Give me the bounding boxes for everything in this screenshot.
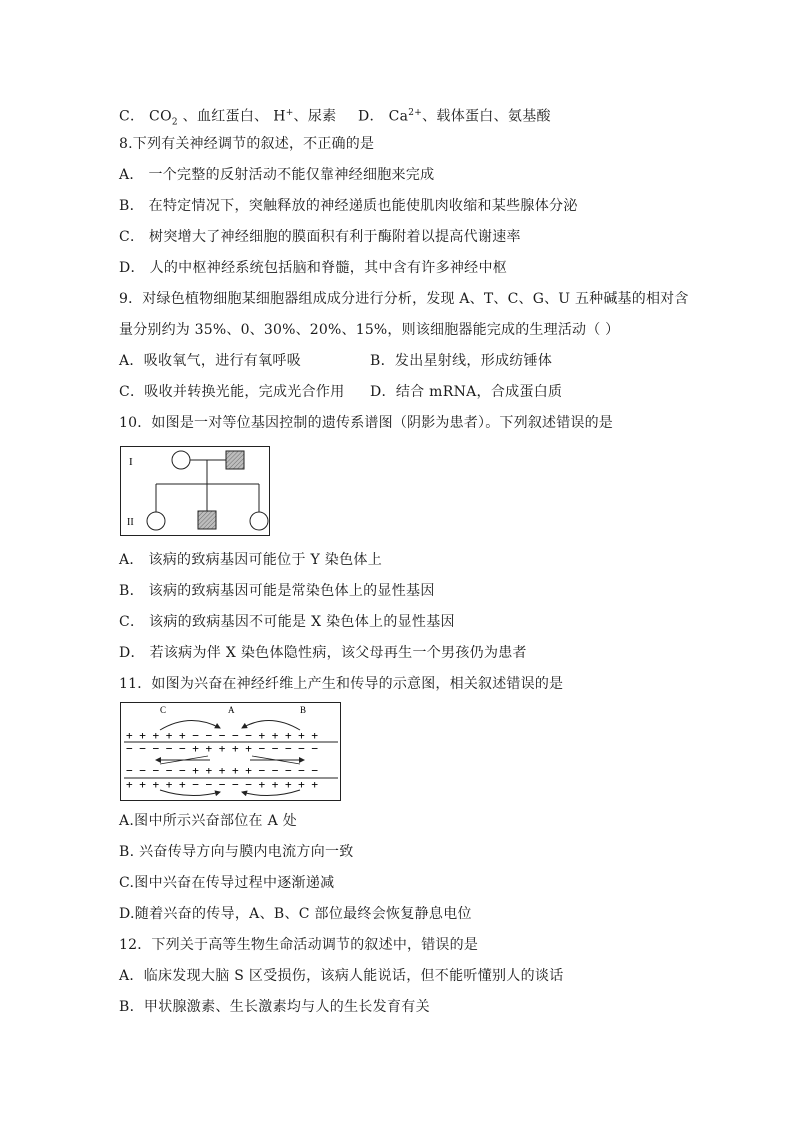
- q8-option-b: B． 在特定情况下，突触释放的神经递质也能使肌肉收缩和某些腺体分泌: [119, 198, 578, 214]
- q11-option-a: A.图中所示兴奋部位在 A 处: [119, 813, 298, 829]
- q12-option-a: A．临床发现大脑 S 区受损伤，该病人能说话，但不能听懂别人的谈话: [119, 968, 564, 984]
- q11-stem: 11．如图为兴奋在神经纤维上产生和传导的示意图，相关叙述错误的是: [119, 676, 564, 692]
- q11-option-d: D.随着兴奋的传导，A、B、C 部位最终会恢复静息电位: [119, 906, 472, 922]
- gen1-father-affected-square: [226, 451, 244, 469]
- q9-option-d: D．结合 mRNA，合成蛋白质: [370, 384, 563, 400]
- membrane-row-2: − − − − − + + + + + − − − − −: [126, 742, 319, 755]
- generation-i-label: I: [129, 456, 133, 468]
- q9-option-b: B．发出星射线，形成纺锤体: [370, 353, 553, 369]
- q11-option-b: B. 兴奋传导方向与膜内电流方向一致: [119, 844, 354, 860]
- membrane-row-1: + + + + + − − − − − + + + + +: [126, 729, 319, 742]
- q7d-end: 、载体蛋白、氨基酸: [422, 108, 551, 125]
- membrane-row-4: + + + + + − − − − − + + + + +: [126, 778, 319, 791]
- q7c-rest: 、血红蛋白、 H: [177, 108, 286, 125]
- q7d-sup: 2+: [408, 108, 423, 118]
- label-b: B: [300, 705, 307, 715]
- generation-ii-label: II: [127, 517, 134, 528]
- gen2-son-affected-square: [198, 511, 216, 529]
- nerve-fiber-svg: [120, 702, 342, 802]
- gen1-mother-circle: [172, 451, 190, 469]
- q9-stem-line2: 量分别约为 35%、0、30%、20%、15%，则该细胞器能完成的生理活动（ ）: [119, 322, 620, 338]
- q8-option-d: D． 人的中枢神经系统包括脑和脊髓，其中含有许多神经中枢: [119, 260, 508, 276]
- q7-option-d: [358, 104, 551, 126]
- q7c-sub: 2: [171, 117, 178, 128]
- label-a: A: [228, 705, 235, 715]
- q8-option-c: C． 树突增大了神经细胞的膜面积有利于酶附着以提高代谢速率: [119, 229, 521, 245]
- q7c-sup: +: [285, 108, 294, 118]
- q10-stem: 10．如图是一对等位基因控制的遗传系谱图（阴影为患者）。下列叙述错误的是: [119, 415, 614, 431]
- q9-stem-line1: 9．对绿色植物细胞某细胞器组成成分进行分析，发现 A、T、C、G、U 五种碱基的相对含: [119, 291, 689, 307]
- nerve-fiber-figure: [120, 702, 342, 802]
- label-c: C: [160, 705, 167, 715]
- q7d-text: D． Ca: [358, 108, 409, 125]
- q10-option-c: C． 该病的致病基因不可能是 X 染色体上的显性基因: [119, 614, 455, 630]
- gen2-daughter1-circle: [147, 512, 165, 530]
- q10-option-b: B． 该病的致病基因可能是常染色体上的显性基因: [119, 583, 435, 599]
- q12-option-b: B．甲状腺激素、生长激素均与人的生长发育有关: [119, 999, 430, 1015]
- q10-option-a: A． 该病的致病基因可能位于 Y 染色体上: [119, 552, 383, 568]
- q12-stem: 12．下列关于高等生物生命活动调节的叙述中，错误的是: [119, 937, 479, 953]
- q7c-end: 、尿素: [293, 108, 337, 125]
- q7-option-c: [119, 104, 336, 131]
- membrane-row-3: − − − − − + + + + + − − − − −: [126, 764, 319, 777]
- q8-stem: 8.下列有关神经调节的叙述，不正确的是: [119, 136, 375, 152]
- q11-option-c: C.图中兴奋在传导过程中逐渐递减: [119, 875, 335, 891]
- pedigree-svg: [120, 446, 272, 538]
- q9-option-a: A．吸收氧气，进行有氧呼吸: [119, 353, 302, 369]
- q8-option-a: A． 一个完整的反射活动不能仅靠神经细胞来完成: [119, 167, 435, 183]
- q9-option-c: C．吸收并转换光能，完成光合作用: [119, 384, 345, 400]
- gen2-daughter2-circle: [250, 512, 268, 530]
- q10-option-d: D． 若该病为伴 X 染色体隐性病，该父母再生一个男孩仍为患者: [119, 645, 527, 661]
- q7c-text: C． CO: [119, 108, 172, 125]
- pedigree-figure: [120, 446, 272, 538]
